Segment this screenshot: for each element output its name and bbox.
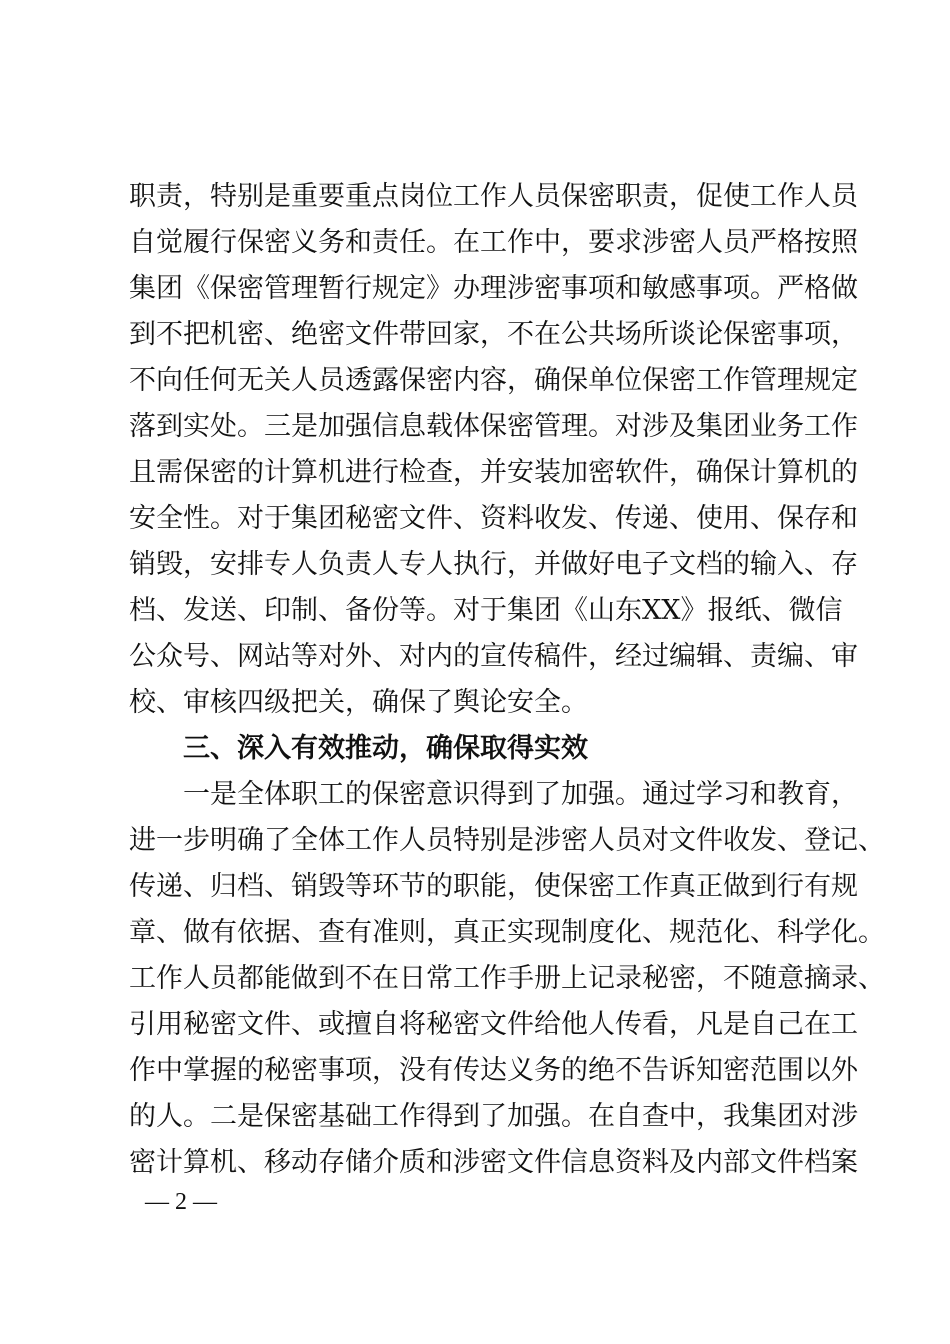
body-text-line: 校、审核四级把关，确保了舆论安全。: [129, 687, 588, 718]
body-text-line: 的人。二是保密基础工作得到了加强。在自查中，我集团对涉: [129, 1101, 858, 1132]
body-text-line: 传递、归档、销毁等环节的职能，使保密工作真正做到行有规: [129, 871, 858, 902]
page-number: — 2 —: [145, 1189, 217, 1215]
body-text-line: 到不把机密、绝密文件带回家，不在公共场所谈论保密事项，: [129, 319, 858, 350]
body-text-line: 密计算机、移动存储介质和涉密文件信息资料及内部文件档案: [129, 1147, 858, 1178]
body-text-line: 作中掌握的秘密事项，没有传达义务的绝不告诉知密范围以外: [129, 1055, 858, 1086]
body-text-line: 进一步明确了全体工作人员特别是涉密人员对文件收发、登记、: [129, 825, 885, 856]
body-text-line: 一是全体职工的保密意识得到了加强。通过学习和教育，: [183, 779, 858, 810]
body-text-line: 销毁，安排专人负责人专人执行，并做好电子文档的输入、存: [129, 549, 858, 580]
body-text-line: 引用秘密文件、或擅自将秘密文件给他人传看，凡是自己在工: [129, 1009, 858, 1040]
body-text-line: 不向任何无关人员透露保密内容，确保单位保密工作管理规定: [129, 365, 858, 396]
body-text-line: 公众号、网站等对外、对内的宣传稿件，经过编辑、责编、审: [129, 641, 858, 672]
body-text-line: 章、做有依据、查有准则，真正实现制度化、规范化、科学化。: [129, 917, 885, 948]
body-text-line: 职责，特别是重要重点岗位工作人员保密职责，促使工作人员: [129, 181, 858, 212]
section-heading: 三、深入有效推动，确保取得实效: [183, 733, 588, 764]
body-text-line: 安全性。对于集团秘密文件、资料收发、传递、使用、保存和: [129, 503, 858, 534]
body-text-line: 自觉履行保密义务和责任。在工作中，要求涉密人员严格按照: [129, 227, 858, 258]
body-text-line: 集团《保密管理暂行规定》办理涉密事项和敏感事项。严格做: [129, 273, 858, 304]
body-text-line: 档、发送、印制、备份等。对于集团《山东XX》报纸、微信: [129, 595, 843, 626]
body-text-line: 落到实处。三是加强信息载体保密管理。对涉及集团业务工作: [129, 411, 858, 442]
body-text-line: 工作人员都能做到不在日常工作手册上记录秘密，不随意摘录、: [129, 963, 885, 994]
body-text-line: 且需保密的计算机进行检查，并安装加密软件，确保计算机的: [129, 457, 858, 488]
